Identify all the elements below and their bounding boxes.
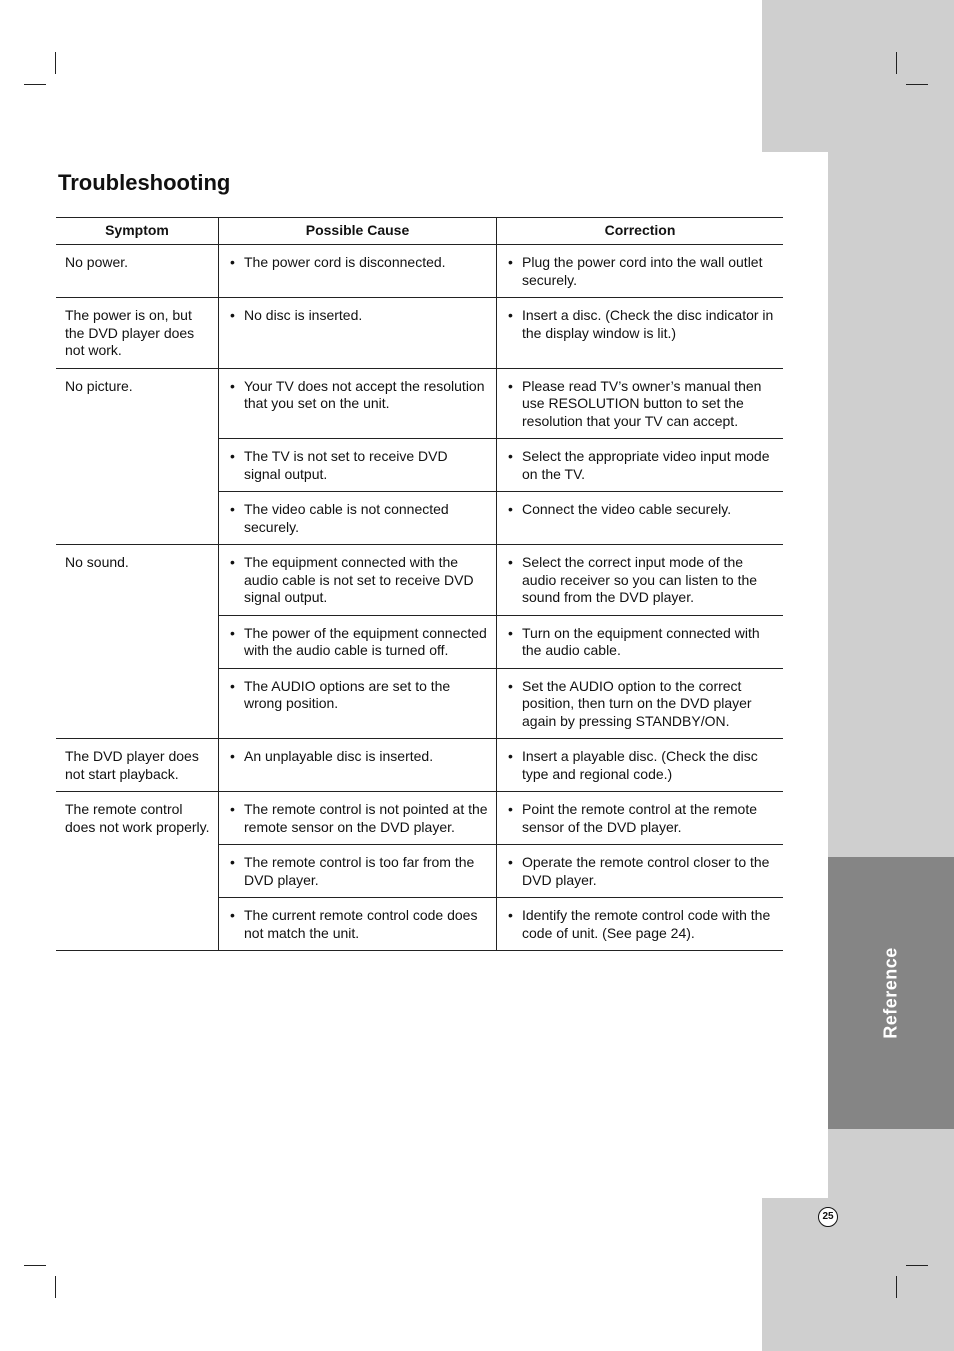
crop-mark xyxy=(55,1276,56,1298)
correction-cell xyxy=(497,668,784,739)
table-row xyxy=(56,739,783,792)
correction-cell xyxy=(497,245,784,298)
symptom-cell: No picture. xyxy=(56,368,219,545)
bullet-icon: • xyxy=(230,448,235,464)
correction-text: Operate the remote control closer to the DVD player. xyxy=(522,854,770,888)
bullet-icon: • xyxy=(230,377,235,394)
margin-band-top xyxy=(762,0,954,152)
page-title: Troubleshooting xyxy=(58,170,231,195)
bullet-icon: • xyxy=(508,907,513,923)
bullet-icon: • xyxy=(230,907,235,923)
correction-text: Please read TV’s owner’s manual then use RESOLUTION button to set the resolution that your TV can accept. xyxy=(522,377,762,429)
bullet-icon: • xyxy=(508,624,513,641)
column-header-symptom: Symptom xyxy=(56,218,219,245)
correction-cell xyxy=(497,368,784,439)
cause-text: An unplayable disc is inserted. xyxy=(244,748,434,764)
table-row xyxy=(56,245,783,298)
correction-text: Identify the remote control code with the code of unit. (See page 24). xyxy=(522,907,771,941)
cause-cell xyxy=(219,898,497,951)
crop-mark xyxy=(55,52,56,74)
cause-text: The AUDIO options are set to the wrong position. xyxy=(244,677,451,711)
cause-text: The equipment connected with the audio cable is not set to receive DVD signal output. xyxy=(244,554,474,605)
cause-text: The video cable is not connected securely. xyxy=(244,501,449,535)
bullet-icon: • xyxy=(508,448,513,464)
table-header-row xyxy=(56,218,783,245)
crop-mark xyxy=(906,84,928,85)
crop-mark xyxy=(906,1265,928,1266)
bullet-icon: • xyxy=(508,748,513,764)
cause-text: The power of the equipment connected with the audio cable is turned off. xyxy=(244,624,487,658)
margin-band-bottom xyxy=(762,1198,954,1351)
correction-text: Point the remote control at the remote sensor of the DVD player. xyxy=(522,801,758,835)
column-header-cause: Possible Cause xyxy=(219,218,497,245)
correction-text: Set the AUDIO option to the correct position, then turn on the DVD player again by pressing STANDBY/ON. xyxy=(522,677,752,729)
bullet-icon: • xyxy=(508,307,513,323)
correction-text: Turn on the equipment connected with the audio cable. xyxy=(522,624,760,658)
correction-text: Select the appropriate video input mode on the TV. xyxy=(522,448,770,482)
correction-cell xyxy=(497,439,784,492)
bullet-icon: • xyxy=(230,748,235,764)
correction-cell xyxy=(497,545,784,616)
bullet-icon: • xyxy=(230,254,235,270)
cause-cell xyxy=(219,368,497,439)
cause-cell xyxy=(219,845,497,898)
bullet-icon: • xyxy=(508,501,513,517)
cause-cell xyxy=(219,439,497,492)
symptom-cell: No power. xyxy=(56,245,219,298)
cause-text: Your TV does not accept the resolution that you set on the unit. xyxy=(244,377,485,411)
correction-cell xyxy=(497,492,784,545)
cause-text: The current remote control code does not match the unit. xyxy=(244,907,478,941)
bullet-icon: • xyxy=(508,377,513,394)
cause-text: The TV is not set to receive DVD signal output. xyxy=(244,448,448,482)
crop-mark xyxy=(24,1265,46,1266)
correction-text: Plug the power cord into the wall outlet securely. xyxy=(522,254,763,288)
table-body xyxy=(56,245,783,951)
correction-text: Insert a playable disc. (Check the disc type and regional code.) xyxy=(522,748,758,782)
correction-text: Insert a disc. (Check the disc indicator in the display window is lit.) xyxy=(522,307,774,341)
bullet-icon: • xyxy=(230,624,235,641)
cause-text: No disc is inserted. xyxy=(244,307,363,323)
crop-mark xyxy=(24,84,46,85)
cause-text: The power cord is disconnected. xyxy=(244,254,446,270)
cause-cell xyxy=(219,245,497,298)
correction-cell xyxy=(497,792,784,845)
cause-cell xyxy=(219,739,497,792)
cause-cell xyxy=(219,615,497,668)
correction-cell xyxy=(497,298,784,369)
bullet-icon: • xyxy=(230,677,235,694)
bullet-icon: • xyxy=(230,554,235,570)
page-number: 25 xyxy=(818,1207,838,1227)
column-header-correction: Correction xyxy=(497,218,784,245)
correction-cell xyxy=(497,739,784,792)
table-row xyxy=(56,792,783,845)
troubleshooting-table xyxy=(56,217,783,951)
crop-mark xyxy=(896,1276,897,1298)
bullet-icon: • xyxy=(230,501,235,517)
symptom-cell: The power is on, but the DVD player does not work. xyxy=(56,298,219,369)
correction-cell xyxy=(497,898,784,951)
crop-mark xyxy=(896,52,897,74)
bullet-icon: • xyxy=(508,254,513,270)
table-row xyxy=(56,298,783,369)
bullet-icon: • xyxy=(230,801,235,817)
cause-cell xyxy=(219,545,497,616)
bullet-icon: • xyxy=(508,677,513,694)
cause-cell xyxy=(219,298,497,369)
cause-cell xyxy=(219,668,497,739)
bullet-icon: • xyxy=(508,854,513,870)
symptom-cell: The DVD player does not start playback. xyxy=(56,739,219,792)
correction-cell xyxy=(497,615,784,668)
bullet-icon: • xyxy=(230,854,235,870)
cause-cell xyxy=(219,792,497,845)
cause-cell xyxy=(219,492,497,545)
bullet-icon: • xyxy=(230,307,235,323)
cause-text: The remote control is too far from the DVD player. xyxy=(244,854,475,888)
cause-text: The remote control is not pointed at the remote sensor on the DVD player. xyxy=(244,801,488,835)
bullet-icon: • xyxy=(508,801,513,817)
table-row xyxy=(56,368,783,439)
correction-text: Connect the video cable securely. xyxy=(522,501,732,517)
correction-cell xyxy=(497,845,784,898)
correction-text: Select the correct input mode of the audio receiver so you can listen to the sound from the DVD player. xyxy=(522,554,758,605)
symptom-cell: The remote control does not work properly. xyxy=(56,792,219,951)
bullet-icon: • xyxy=(508,554,513,570)
table-row xyxy=(56,545,783,616)
section-tab-label: Reference xyxy=(880,947,901,1039)
symptom-cell: No sound. xyxy=(56,545,219,739)
